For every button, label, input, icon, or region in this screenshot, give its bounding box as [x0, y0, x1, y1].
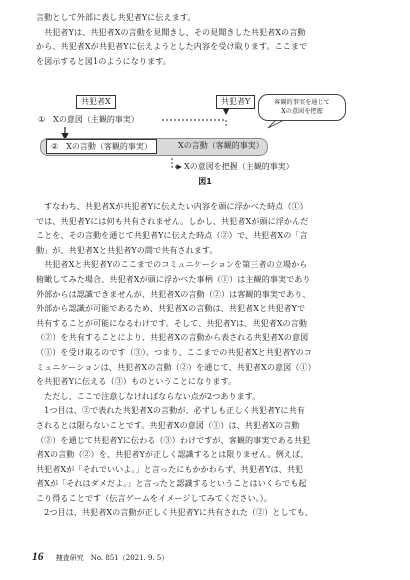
body-line: すなわち、共犯者Xが共犯者Yに伝えたい内容を頭に浮かべた時点（①） [36, 201, 308, 211]
body-line: 外部から認識が可能であるため、共犯者Xの言動は、共犯者Xと共犯者Yで [36, 303, 306, 314]
body-line: こり得ることです（伝言ゲームをイメージしてみてください。）。 [36, 492, 272, 503]
body-line: 俯瞰してみた場合、共犯者Xが頭に浮かべた事柄（①）は主観的事実であり [36, 273, 311, 284]
body-line: ことを、その言動を通じて共犯者Yに伝えた時点（②）で、共犯者Xの「言 [36, 230, 308, 241]
bubble-line-2: Xの意図を把握 [281, 107, 323, 115]
body-line: 動」が、共犯者Xと共犯者Yの間で共有されます。 [36, 244, 218, 255]
figure-caption: 図1 [198, 177, 212, 186]
accomplice-y-label: 共犯者Y [216, 95, 255, 109]
row-2-behavior-y: Xの言動（客観的事実） [178, 141, 264, 150]
body-line: では、共犯者Yには何も共有されません。しかし、共犯者Xが頭に浮かんだ [36, 215, 309, 226]
body-line: 1つ目は、②で表れた共犯者Xの言動が、必ずしも正しく共犯者Yに共有 [36, 405, 305, 416]
body-line: 2つ目は、共犯者Xの言動が正しく共犯者Yに共有された（②）としても、 [36, 507, 314, 518]
body-line: されるとは限らないことです。共犯者Xの意図（①）は、共犯者Xの言動 [36, 419, 300, 430]
intro-line: 共犯者Yは、共犯者Xの言動を見聞きし、その見聞きした共犯者Xの言動 [36, 26, 306, 37]
body-line: （②）を共有することにより、共犯者Xの言動から表される共犯者Xの意図 [36, 332, 309, 343]
body-text [36, 199, 374, 520]
body-line: （②）を通じて共犯者Yに伝わる（③）わけですが、客観的事実である共犯 [36, 434, 311, 445]
body-line: 者Xが「それはダメだよ。」と言ったと認識するということはいくらでも起 [36, 478, 307, 489]
intro-line: 言動として外部に表し共犯者Yに伝えます。 [36, 12, 196, 22]
row-2-behavior-x: ② Xの言動（客観的事実） [46, 139, 157, 154]
body-line: 者Xの言動（②）を、共犯者Yが正しく認識するとは限りません。例えば、 [36, 449, 309, 460]
accomplice-x-label: 共犯者X [76, 95, 116, 109]
body-line: （①）を受け取るのです（③）。つまり、ここまでの共犯者Xと共犯者Yのコ [36, 346, 312, 357]
body-line: 共犯者Xが「それでいいよ。」と言ったにもかかわらず、共犯者Yは、共犯 [36, 463, 304, 474]
journal-info: 捜査研究 No. 851（2021. 9. 5） [55, 554, 169, 562]
page-number: 16 [32, 551, 44, 563]
body-line: を共犯者Yに伝える（③）ものということになります。 [36, 376, 237, 387]
body-line: ただし、ここで注意しなければならない点が2つあります。 [36, 390, 261, 401]
body-line: ミュニケーションは、共犯者Xの言動（②）を通じて、共犯者Xの意図（①） [36, 361, 316, 372]
row-1-intent: ① Xの意図（主観的事実） [38, 115, 139, 124]
intro-line: から、共犯者Xが共犯者Yに伝えようとした内容を受け取ります。ここまで [36, 41, 308, 52]
bubble-line-1: 客観的事実を通じて [274, 99, 330, 106]
body-line: 共犯者Xと共犯者Yのここまでのコミュニケーションを第三者の立場から [36, 259, 308, 270]
speech-bubble [258, 94, 346, 121]
page-footer [32, 551, 168, 563]
row-3-grasp-intent: Xの意図を把握（主観的事実） [184, 162, 294, 171]
intro-line: を図示すると図1のようになります。 [36, 55, 171, 66]
intro-paragraph [36, 10, 374, 68]
body-line: 外部からは認識できませんが、共犯者Xの言動（②）は客観的事実であり、 [36, 288, 311, 299]
figure-1 [36, 92, 374, 204]
body-line: 共有することが可能になるわけです。そして、共犯者Yは、共犯者Xの言動 [36, 317, 307, 328]
